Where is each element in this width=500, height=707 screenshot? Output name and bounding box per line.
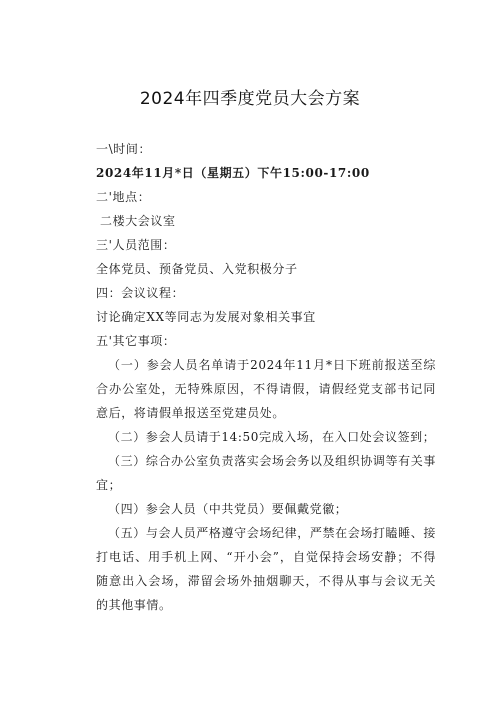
- agenda-value: 讨论确定XX等同志为发展对象相关事宜: [96, 310, 316, 324]
- location-heading: 二'地点：: [96, 190, 151, 204]
- time-value: 2024年11月*日（星期五）下午15:00-17:00: [96, 166, 370, 180]
- agenda-heading: 四：会议议程：: [96, 286, 185, 300]
- other-heading: 五'其它事项：: [96, 334, 176, 348]
- scope-value: 全体党员、预备党员、入党积极分子: [96, 262, 298, 276]
- item-2: （二）参会人员请于14:50完成入场，在入口处会议签到；: [108, 430, 436, 444]
- item-4: （四）参会人员（中共党员）要佩戴党徽；: [108, 502, 348, 516]
- time-heading: 一\时间：: [96, 142, 152, 156]
- item-1: （一）参会人员名单请于2024年11月*日下班前报送至综合办公室处，无特殊原因，不得请假，请假经党支部书记同意后，将请假单报送至党建员处。: [96, 358, 436, 420]
- document-title: 2024年四季度党员大会方案: [139, 89, 361, 109]
- item-5: （五）与会人员严格遵守会场纪律，严禁在会场打瞌睡、接打电话、用手机上网、“开小会”，自觉保持会场安静；不得随意出入会场，滞留会场外抽烟聊天，不得从事与会议无关的其他事情。: [96, 526, 436, 612]
- scope-heading: 三'人员范围：: [96, 238, 176, 252]
- item-3: （三）综合办公室负责落实会场会务以及组织协调等有关事宜；: [96, 454, 436, 492]
- location-value: 二楼大会议室: [100, 214, 176, 228]
